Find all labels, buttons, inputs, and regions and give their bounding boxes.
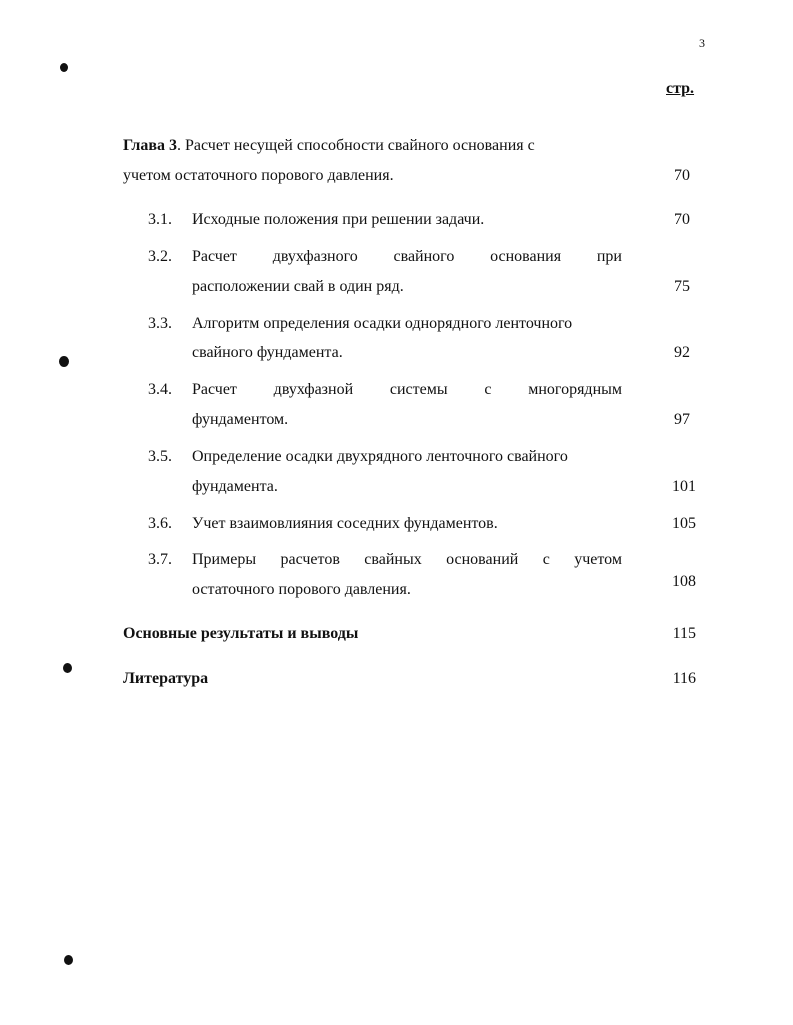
section-title-continued: расположении свай в один ряд. [192,278,404,295]
scan-mark [59,356,69,367]
section-title: Исходные положения при решении задачи. [192,211,485,228]
section-page: 101 [672,478,696,495]
section-page: 105 [672,515,696,532]
section-number: 3.1. [148,211,172,228]
scan-mark [64,955,73,965]
chapter-title-line-2: учетом остаточного порового давления. [123,167,394,184]
section-title: Расчет двухфазного свайного основания при [192,248,622,265]
section-page: 70 [674,211,690,228]
conclusions-title: Основные результаты и выводы [123,625,359,642]
chapter-page: 70 [674,167,690,184]
section-number: 3.5. [148,448,172,465]
section-number: 3.2. [148,248,172,265]
section-title-continued: фундаментом. [192,411,289,428]
section-title-continued: фундамента. [192,478,278,495]
page-column-label: стр. [666,80,695,97]
section-title: Определение осадки двухрядного ленточного свайного [192,448,568,465]
page-number: 3 [699,36,705,50]
section-number: 3.3. [148,315,172,332]
section-page: 75 [674,278,690,295]
section-title-continued: свайного фундамента. [192,344,343,361]
chapter-label: Глава 3 [123,137,177,154]
section-number: 3.4. [148,381,172,398]
scan-mark [63,663,72,673]
section-page: 97 [674,411,690,428]
literature-page: 116 [672,670,696,687]
section-title: Расчет двухфазной системы с многорядным [192,381,622,398]
section-title: Примеры расчетов свайных оснований с учетом [192,551,622,568]
section-title: Алгоритм определения осадки однорядного ленточного [192,315,573,332]
section-title: Учет взаимовлияния соседних фундаментов. [192,515,498,532]
section-title-continued: остаточного порового давления. [192,581,411,598]
scan-mark [60,63,68,72]
chapter-title-line-1 [123,136,623,156]
section-number: 3.7. [148,551,172,568]
literature-title: Литература [123,670,209,687]
conclusions-page: 115 [672,625,696,642]
section-page: 92 [674,344,690,361]
section-page: 108 [672,573,696,590]
chapter-title-text: . Расчет несущей способности свайного основания с [177,137,535,154]
section-number: 3.6. [148,515,172,532]
